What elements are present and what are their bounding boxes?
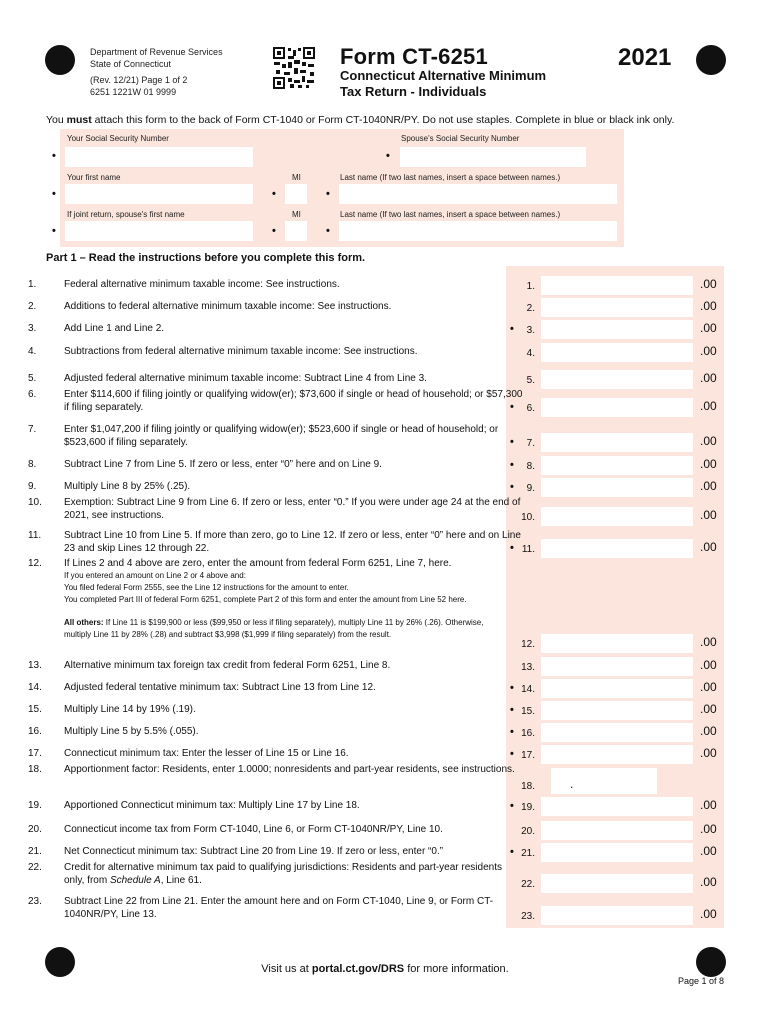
line-number: 20. (28, 824, 42, 835)
line-15-text (28, 703, 524, 716)
line-description: Subtract Line 10 from Line 5. If more than zero, go to Line 12. If zero or less, enter “0” here and on Line 23 and skip Lines 12 through 22. (64, 530, 521, 554)
required-bullet: • (52, 150, 56, 162)
cents-suffix: .00 (700, 434, 717, 448)
amount-line-number: 4. (526, 348, 535, 359)
line-number: 19. (28, 800, 42, 811)
line-description: Exemption: Subtract Line 9 from Line 6. If zero or less, enter “0.” If you were under age 24 at the end of 2021, see instructions. (64, 497, 521, 521)
cents-suffix: .00 (700, 344, 717, 358)
amount-line-number: 6. (526, 403, 535, 414)
tax-year: 2021 (618, 44, 672, 71)
cents-suffix: .00 (700, 702, 717, 716)
cents-suffix: .00 (700, 724, 717, 738)
required-bullet: • (510, 459, 514, 471)
subtitle-line2: Tax Return - Individuals (340, 84, 487, 99)
dept-name: Department of Revenue Services (90, 47, 223, 57)
line-20-amount-input[interactable] (541, 821, 693, 840)
amount-line-number: 8. (526, 461, 535, 472)
form-subtitle (340, 68, 546, 100)
line-23-text (28, 895, 524, 921)
line-description: Additions to federal alternative minimum taxable income: See instructions. (64, 301, 392, 312)
line-description: If Lines 2 and 4 above are zero, enter the amount from federal Form 6251, Line 7, here. (64, 558, 452, 569)
line-19-text (28, 799, 524, 812)
amount-line-number: 3. (526, 325, 535, 336)
schedule-ref: Schedule A (109, 875, 161, 886)
footer-pre: Visit us at (261, 963, 312, 975)
line-3-amount-input[interactable] (541, 320, 693, 339)
line-description: Subtract Line 22 from Line 21. Enter the amount here and on Form CT-1040, Line 9, or Form CT-1040NR/PY, Line 13. (64, 896, 494, 920)
cents-suffix: .00 (700, 479, 717, 493)
cents-suffix: .00 (700, 798, 717, 812)
cents-suffix: .00 (700, 875, 717, 889)
spouse-last-name-input[interactable] (339, 221, 617, 241)
line-number: 9. (28, 481, 37, 492)
amount-line-number: 14. (521, 684, 535, 695)
line-18-text (28, 763, 524, 776)
line-21-amount-input[interactable] (541, 843, 693, 862)
instr-must: must (66, 114, 92, 126)
line-5-text (28, 372, 524, 385)
page-number: Page 1 of 8 (677, 976, 724, 986)
line-description: Connecticut income tax from Form CT-1040, Line 6, or Form CT-1040NR/PY, Line 10. (64, 824, 443, 835)
amount-line-number: 11. (521, 544, 535, 555)
cents-suffix: .00 (700, 658, 717, 672)
line-12-note: You filed federal Form 2555, see the Line 12 instructions for the amount to enter. (64, 583, 349, 592)
line-description: Apportioned Connecticut minimum tax: Multiply Line 17 by Line 18. (64, 800, 360, 811)
amount-line-number: 12. (521, 639, 535, 650)
line-10-amount-input[interactable] (541, 507, 693, 526)
line-number: 7. (28, 424, 37, 435)
required-bullet: • (510, 846, 514, 858)
required-bullet: • (52, 225, 56, 237)
line-number: 2. (28, 301, 37, 312)
line-7-text (28, 423, 524, 449)
cents-suffix: .00 (700, 844, 717, 858)
line-11-amount-input[interactable] (541, 539, 693, 558)
line-number: 11. (28, 530, 42, 541)
cents-suffix: .00 (700, 635, 717, 649)
line-number: 21. (28, 846, 42, 857)
line-6-amount-input[interactable] (541, 398, 693, 417)
required-bullet: • (510, 726, 514, 738)
line-number: 22. (28, 862, 42, 873)
line-number: 6. (28, 389, 37, 400)
line-8-text (28, 458, 524, 471)
line-description: Federal alternative minimum taxable income: See instructions. (64, 279, 340, 290)
part1-title: Part 1 – Read the instructions before you complete this form. (46, 252, 366, 264)
required-bullet: • (272, 188, 276, 200)
line-14-text (28, 681, 524, 694)
line-number: 23. (28, 896, 42, 907)
cents-suffix: .00 (700, 822, 717, 836)
line-17-text (28, 747, 524, 760)
line-19-amount-input[interactable] (541, 797, 693, 816)
amount-line-number: 18. (521, 781, 535, 792)
rev-info: (Rev. 12/21) Page 1 of 2 (90, 75, 188, 85)
line-description: Connecticut minimum tax: Enter the lesser of Line 15 or Line 16. (64, 748, 349, 759)
required-bullet: • (326, 225, 330, 237)
line-12-note: All others: If Line 11 is $199,900 or less ($99,950 or less if filing separately), multiply Line 11 by 26% (.26). Otherwise, multiply Line 11 by 28% (.28) and subtract $3,998 ($1,999 if filing separately) from the result. (64, 618, 484, 639)
line-description: Net Connecticut minimum tax: Subtract Line 20 from Line 19. If zero or less, enter “0.” (64, 846, 444, 857)
cents-suffix: .00 (700, 321, 717, 335)
line-2-text (28, 300, 524, 313)
line-15-amount-input[interactable] (541, 701, 693, 720)
line-number: 3. (28, 323, 37, 334)
cents-suffix: .00 (700, 746, 717, 760)
line-3-text (28, 322, 524, 335)
line-7-amount-input[interactable] (541, 433, 693, 452)
line-2-amount-input[interactable] (541, 298, 693, 317)
state-name: State of Connecticut (90, 59, 172, 69)
line-10-text (28, 496, 524, 522)
qr-code-icon (272, 46, 316, 90)
line-23-amount-input[interactable] (541, 906, 693, 925)
first-name-input[interactable] (65, 184, 253, 204)
line-12-amount-input[interactable] (541, 634, 693, 653)
line-description: Multiply Line 8 by 25% (.25). (64, 481, 191, 492)
all-others-label: All others: (64, 618, 104, 627)
line-16-text (28, 725, 524, 738)
last-name-input[interactable] (339, 184, 617, 204)
line-number: 10. (28, 497, 42, 508)
line-number: 18. (28, 764, 42, 775)
form-code: 6251 1221W 01 9999 (90, 87, 177, 97)
subtitle-line1: Connecticut Alternative Minimum (340, 68, 547, 83)
line-14-amount-input[interactable] (541, 679, 693, 698)
cents-suffix: .00 (700, 508, 717, 522)
required-bullet: • (510, 323, 514, 335)
amount-line-number: 23. (521, 911, 535, 922)
cents-suffix: .00 (700, 457, 717, 471)
required-bullet: • (510, 704, 514, 716)
amount-line-number: 1. (526, 281, 535, 292)
spouse-ssn-label: Spouse's Social Security Number (401, 134, 520, 143)
amount-line-number: 7. (526, 438, 535, 449)
amount-line-number: 16. (521, 728, 535, 739)
line-5-amount-input[interactable] (541, 370, 693, 389)
line-description: Alternative minimum tax foreign tax credit from federal Form 6251, Line 8. (64, 660, 391, 671)
ssn-label: Your Social Security Number (67, 134, 169, 143)
required-bullet: • (510, 436, 514, 448)
required-bullet: • (510, 401, 514, 413)
line-6-text (28, 388, 524, 414)
amount-line-number: 13. (521, 662, 535, 673)
line-13-text (28, 659, 524, 672)
amount-line-number: 5. (526, 375, 535, 386)
required-bullet: • (52, 188, 56, 200)
mi-input[interactable] (285, 184, 307, 204)
line-number: 14. (28, 682, 42, 693)
line-20-text (28, 823, 524, 836)
cents-suffix: .00 (700, 540, 717, 554)
line-description: Subtractions from federal alternative minimum taxable income: See instructions. (64, 346, 418, 357)
instr-post: attach this form to the back of Form CT-1040 or Form CT-1040NR/PY. Do not use staples. Complete in blue or black ink only. (91, 114, 675, 126)
registration-mark (45, 45, 75, 75)
line-description: Multiply Line 5 by 5.5% (.055). (64, 726, 199, 737)
line-description: Adjusted federal alternative minimum taxable income: Subtract Line 4 from Line 3. (64, 373, 427, 384)
required-bullet: • (510, 748, 514, 760)
line-12-note: You completed Part III of federal Form 6251, complete Part 2 of this form and enter the amount from Line 52 here. (64, 595, 467, 604)
amount-line-number: 21. (521, 848, 535, 859)
line-description: Enter $114,600 if filing jointly or qualifying widow(er); $73,600 if single or head of household; or $57,300 if filing separately. (64, 389, 523, 413)
required-bullet: • (326, 188, 330, 200)
cents-suffix: .00 (700, 399, 717, 413)
mi-label: MI (292, 173, 301, 182)
line-number: 12. (28, 558, 42, 569)
line-8-amount-input[interactable] (541, 456, 693, 475)
line-9-text (28, 480, 524, 493)
amount-line-number: 15. (521, 706, 535, 717)
spouse-mi-label: MI (292, 210, 301, 219)
registration-mark (696, 45, 726, 75)
ssn-input[interactable] (65, 147, 253, 167)
cents-suffix: .00 (700, 277, 717, 291)
amount-line-number: 19. (521, 802, 535, 813)
line-number: 1. (28, 279, 37, 290)
attach-instruction (46, 114, 674, 126)
required-bullet: • (386, 150, 390, 162)
line-1-amount-input[interactable] (541, 276, 693, 295)
line-description: Adjusted federal tentative minimum tax: Subtract Line 13 from Line 12. (64, 682, 376, 693)
line-description: Add Line 1 and Line 2. (64, 323, 165, 334)
drs-link[interactable]: portal.ct.gov/DRS (311, 963, 405, 975)
cents-suffix: .00 (700, 371, 717, 385)
footer-visit (0, 963, 770, 975)
line-1-text (28, 278, 524, 291)
spouse-first-name-label: If joint return, spouse's first name (67, 210, 185, 219)
amount-line-number: 10. (521, 512, 535, 523)
line-number: 16. (28, 726, 42, 737)
line-description: Multiply Line 14 by 19% (.19). (64, 704, 196, 715)
cents-suffix: .00 (700, 907, 717, 921)
required-bullet: • (510, 542, 514, 554)
spouse-mi-input[interactable] (285, 221, 307, 241)
required-bullet: • (272, 225, 276, 237)
amount-line-number: 9. (526, 483, 535, 494)
line-number: 4. (28, 346, 37, 357)
footer-post: for more information. (404, 963, 509, 975)
line-12-note: If you entered an amount on Line 2 or 4 above and: (64, 571, 246, 580)
last-name-label: Last name (If two last names, insert a space between names.) (340, 173, 561, 182)
line-description: Credit for alternative minimum tax paid to qualifying jurisdictions: Residents and part-year residents only, from Schedule A, Line 61. (64, 862, 502, 886)
required-bullet: • (510, 682, 514, 694)
line-4-text (28, 345, 524, 358)
required-bullet: • (510, 481, 514, 493)
line-21-text (28, 845, 524, 858)
line-13-amount-input[interactable] (541, 657, 693, 676)
line-number: 5. (28, 373, 37, 384)
amount-line-number: 2. (526, 303, 535, 314)
spouse-last-name-label: Last name (If two last names, insert a space between names.) (340, 210, 561, 219)
line-22-amount-input[interactable] (541, 874, 693, 893)
first-name-label: Your first name (67, 173, 121, 182)
line-12-text (28, 557, 524, 570)
header-dept (90, 46, 223, 98)
amount-line-number: 17. (521, 750, 535, 761)
spouse-ssn-input[interactable] (400, 147, 586, 167)
line-description: Apportionment factor: Residents, enter 1.0000; nonresidents and part-year residents, see instructions. (64, 764, 515, 775)
required-bullet: • (510, 800, 514, 812)
line-17-amount-input[interactable] (541, 745, 693, 764)
line-description: Enter $1,047,200 if filing jointly or qualifying widow(er); $523,600 if single or head of household; or $523,600 if filing separately. (64, 424, 499, 448)
line-number: 15. (28, 704, 42, 715)
line-16-amount-input[interactable] (541, 723, 693, 742)
amount-line-number: 22. (521, 879, 535, 890)
line-4-amount-input[interactable] (541, 343, 693, 362)
form-title: Form CT-6251 (340, 44, 488, 69)
line-number: 8. (28, 459, 37, 470)
cents-suffix: .00 (700, 299, 717, 313)
instr-pre: You (46, 114, 67, 126)
line-22-text (28, 861, 524, 887)
line-18-amount-input[interactable] (551, 768, 657, 794)
decimal-point: . (570, 777, 574, 791)
line-9-amount-input[interactable] (541, 478, 693, 497)
amount-line-number: 20. (521, 826, 535, 837)
line-11-text (28, 529, 524, 555)
line-number: 17. (28, 748, 42, 759)
line-number: 13. (28, 660, 42, 671)
cents-suffix: .00 (700, 680, 717, 694)
line-description: Subtract Line 7 from Line 5. If zero or less, enter “0” here and on Line 9. (64, 459, 382, 470)
spouse-first-name-input[interactable] (65, 221, 253, 241)
